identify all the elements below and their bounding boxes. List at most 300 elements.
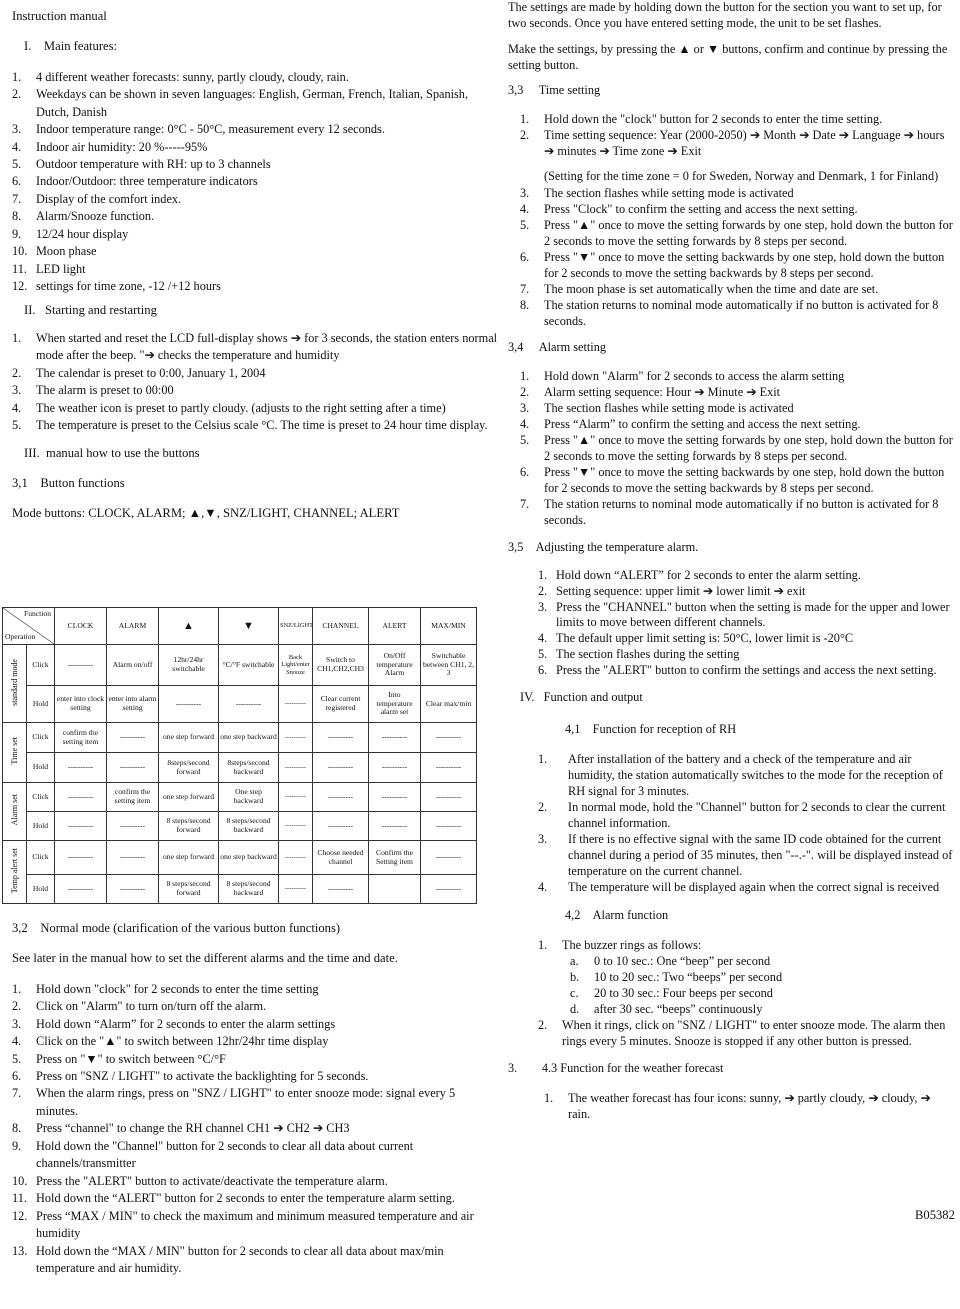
- normal-mode-list: [12, 981, 498, 1278]
- list-item: [12, 400, 498, 417]
- list-text: settings for time zone, -12 /+12 hours: [36, 279, 221, 294]
- list-item: [520, 401, 956, 417]
- list-number: 12.: [12, 279, 28, 294]
- list-text: Press “MAX / MIN" to check the maximum and minimum measured temperature and air humidity: [36, 1208, 474, 1241]
- list-number: 4.: [520, 416, 530, 431]
- table-cell: ----------: [219, 686, 279, 723]
- list-number: 4.: [538, 880, 548, 895]
- col-header-down: ▼: [219, 608, 279, 645]
- list-text: The default upper limit setting is: 50°C, lower limit is -20°C: [556, 631, 854, 646]
- list-number: 6.: [520, 464, 530, 479]
- list-text: Click on "Alarm" to turn on/turn off the alarm.: [36, 999, 267, 1014]
- list-text: Hold down "clock" for 2 seconds to enter the time setting: [36, 981, 319, 996]
- list-item: [570, 986, 956, 1002]
- table-row: [3, 645, 477, 686]
- table-cell: ----------: [279, 723, 313, 753]
- list-item: [538, 800, 956, 832]
- operation-cell: Click: [27, 841, 55, 875]
- list-number: 4.: [538, 631, 548, 646]
- table-cell: ----------: [279, 783, 313, 812]
- list-text: Indoor/Outdoor: three temperature indicators: [36, 174, 258, 189]
- table-cell: ----------: [421, 783, 477, 812]
- settings-howto: Make the settings, by pressing the ▲ or ▼ buttons, confirm and continue by pressing the setting button.: [508, 41, 948, 72]
- beep-pattern-list: [570, 954, 956, 1018]
- list-number: 10.: [12, 1173, 28, 1188]
- list-number: 4.: [12, 400, 22, 415]
- list-number: 13.: [12, 1243, 28, 1258]
- col-header: ALERT: [369, 608, 421, 645]
- list-number: 11.: [12, 261, 27, 276]
- table-cell: Switch to CH1,CH2,CH3: [313, 645, 369, 686]
- list-text: Hold down the "Channel" button for 2 seconds to clear all data about current channels/transmitter: [36, 1138, 414, 1171]
- weather-forecast-heading: 3. 4.3 Function for the weather forecast: [508, 1061, 724, 1076]
- list-text: Press the "CHANNEL" button when the setting is made for the upper and lower limits to move between different channels.: [556, 599, 950, 630]
- list-text: Press “Alarm” to confirm the setting and access the next setting.: [544, 416, 861, 431]
- table-row: [3, 686, 477, 723]
- list-number: 12.: [12, 1208, 28, 1223]
- list-item: [12, 173, 498, 190]
- list-number: 1.: [12, 69, 22, 84]
- start-list: [12, 330, 498, 435]
- table-cell: 8 steps/second forward: [159, 812, 219, 841]
- table-cell: ----------: [159, 686, 219, 723]
- table-cell: ----------: [421, 753, 477, 783]
- list-item: [12, 1068, 498, 1085]
- list-item: [538, 568, 956, 584]
- list-text: 12/24 hour display: [36, 226, 129, 241]
- list-item: [12, 243, 498, 260]
- list-text: 10 to 20 sec.: Two “beeps” per second: [594, 970, 783, 985]
- list-item: [520, 417, 956, 433]
- list-number: 2.: [520, 127, 530, 142]
- list-number: 5.: [538, 647, 548, 662]
- operation-cell: Hold: [27, 812, 55, 841]
- list-item: [12, 330, 498, 365]
- list-text: Press on "▼" to switch between °C/°F: [36, 1051, 226, 1066]
- left-lower: [12, 920, 498, 1277]
- list-item: [12, 1173, 498, 1190]
- list-item: [538, 663, 956, 679]
- alarm-function-heading: 4,2 Alarm function: [565, 908, 669, 923]
- table-cell: Clear current registered: [313, 686, 369, 723]
- list-text: Hold down “Alarm” for 2 seconds to enter the alarm settings: [36, 1016, 336, 1031]
- table-cell: ----------: [107, 753, 159, 783]
- table-cell: ----------: [313, 783, 369, 812]
- list-text: When the alarm rings, press on "SNZ / LIGHT" to enter snooze mode: signal every 5 minutes.: [36, 1086, 456, 1118]
- list-item: 1. The buzzer rings as follows: a. 0 to 10 sec.: One “beep” per second b. 10 to 20 sec.: Two “beeps” per second c. 20 to 30 sec.: Four beeps per second d. after 30 sec. “beeps” continuously: [538, 938, 956, 1018]
- mode-buttons-line: Mode buttons: CLOCK, ALARM; ▲,▼, SNZ/LIGHT, CHANNEL; ALERT: [12, 506, 400, 521]
- list-text: The section flashes while setting mode is activated: [544, 185, 794, 200]
- list-text: Weekdays can be shown in seven languages: English, German, French, Italian, Spanish, Dutch, Danish: [36, 87, 469, 119]
- table-cell: ----------: [55, 841, 107, 875]
- table-cell: one step backward: [219, 723, 279, 753]
- function-output-heading: IV. Function and output: [520, 690, 643, 705]
- list-number: 3.: [12, 122, 22, 137]
- table-cell: ----------: [279, 812, 313, 841]
- list-item: [12, 1051, 498, 1068]
- operation-cell: Hold: [27, 875, 55, 904]
- list-number: 2.: [538, 583, 548, 598]
- list-text: Press "▲" once to move the setting forwards by one step, hold down the button for 2 seconds to move the setting forwards by 8 steps per second.: [544, 432, 953, 463]
- list-text: Indoor temperature range: 0°C - 50°C, measurement every 12 seconds.: [36, 122, 385, 137]
- table-cell: 8 steps/second forward: [159, 875, 219, 904]
- table-cell: ----------: [55, 783, 107, 812]
- col-header: ALARM: [107, 608, 159, 645]
- table-cell: ----------: [279, 686, 313, 723]
- list-number: a.: [570, 954, 579, 969]
- settings-intro: The settings are made by holding down the button for the section you want to set up, for two seconds. Once you have entered setting mode, the unit to be set flashes.: [508, 0, 942, 30]
- list-item: [12, 1085, 498, 1120]
- list-number: 8.: [12, 209, 22, 224]
- left-column: [12, 0, 498, 522]
- list-item: [520, 385, 956, 401]
- normal-mode-intro: See later in the manual how to set the different alarms and the time and date.: [12, 951, 398, 966]
- table-row: [3, 875, 477, 904]
- table-cell: [369, 875, 421, 904]
- list-text: Hold down the “MAX / MIN" button for 2 seconds to clear all data about max/min temperature and air humidity.: [36, 1243, 444, 1275]
- table-cell: 8steps/second backward: [219, 753, 279, 783]
- list-text: The station returns to nominal mode automatically if no button is activated for 8 seconds.: [544, 297, 939, 328]
- list-text: Setting sequence: upper limit ➔ lower limit ➔ exit: [556, 583, 806, 598]
- list-item: [538, 600, 956, 632]
- temp-alarm-list: [538, 568, 956, 680]
- table-cell: confirm the setting item: [55, 723, 107, 753]
- list-number: 11.: [12, 1191, 27, 1206]
- list-text: The temperature will be displayed again when the correct signal is received: [568, 880, 940, 895]
- table-cell: Choose needed channel: [313, 841, 369, 875]
- col-header: CLOCK: [55, 608, 107, 645]
- table-row: [3, 753, 477, 783]
- list-text: Press on "SNZ / LIGHT" to activate the backlighting for 5 seconds.: [36, 1068, 369, 1083]
- table-cell: ----------: [55, 753, 107, 783]
- normal-mode-heading: 3,2 Normal mode (clarification of the various button functions): [12, 921, 341, 935]
- list-number: 5.: [520, 432, 530, 447]
- list-item: [12, 69, 498, 86]
- rh-reception-heading: 4,1 Function for reception of RH: [565, 722, 737, 737]
- list-number: 3.: [520, 400, 530, 415]
- table-cell: confirm the setting item: [107, 783, 159, 812]
- alarm-setting-list: [520, 369, 956, 529]
- right-column: [508, 0, 956, 1123]
- list-text: 20 to 30 sec.: Four beeps per second: [594, 986, 773, 1001]
- list-item: [12, 1033, 498, 1050]
- list-item: [538, 880, 956, 896]
- list-number: 6.: [538, 663, 548, 678]
- table-cell: 12hr/24hr switchable: [159, 645, 219, 686]
- list-text: If there is no effective signal with the same ID code obtained for the current channel during a period of 35 minutes, then "--.-". will be displayed instead of temperature on the current channel.: [568, 832, 953, 879]
- table-cell: 8steps/second forward: [159, 753, 219, 783]
- list-text: In normal mode, hold the "Channel" button for 2 seconds to clear the current channel information.: [568, 800, 946, 831]
- list-text: Press “channel" to change the RH channel CH1 ➔ CH2 ➔ CH3: [36, 1121, 350, 1136]
- table-cell: °C/°F switchable: [219, 645, 279, 686]
- table-cell: ----------: [421, 723, 477, 753]
- list-item: [12, 139, 498, 156]
- list-item: [520, 433, 956, 465]
- section-2-heading: II. Starting and restarting: [24, 302, 157, 317]
- table-corner-cell: [3, 608, 54, 644]
- list-item: [520, 497, 956, 529]
- corner-operation-label: Operation: [5, 632, 36, 642]
- list-item: [12, 226, 498, 243]
- list-number: b.: [570, 970, 580, 985]
- list-number: 2.: [12, 365, 22, 380]
- list-item: [12, 1120, 498, 1137]
- list-item: [12, 382, 498, 399]
- list-number: 4.: [12, 139, 22, 154]
- section-1-heading: I. Main features:: [24, 39, 118, 54]
- list-text: The temperature is preset to the Celsius scale °C. The time is preset to 24 hour time display.: [36, 418, 488, 433]
- list-text: Alarm/Snooze function.: [36, 209, 155, 224]
- list-number: 1.: [538, 567, 548, 582]
- col-header: MAX/MIN: [421, 608, 477, 645]
- operation-cell: Click: [27, 783, 55, 812]
- table-cell: enter into alarm setting: [107, 686, 159, 723]
- table-cell: ----------: [279, 753, 313, 783]
- list-number: 7.: [520, 496, 530, 511]
- list-number: 8.: [520, 297, 530, 312]
- list-number: 6.: [520, 249, 530, 264]
- weather-forecast-list: [544, 1091, 956, 1123]
- mode-group-label: Time set: [9, 737, 19, 765]
- table-cell: one step backward: [219, 841, 279, 875]
- list-number: 7.: [12, 191, 22, 206]
- list-item: [12, 981, 498, 998]
- list-text: Hold down "Alarm" for 2 seconds to access the alarm setting: [544, 368, 845, 383]
- alarm-function-list: [538, 938, 956, 1050]
- list-number: 9.: [12, 1138, 22, 1153]
- table-row: [3, 783, 477, 812]
- list-text: Indoor air humidity: 20 %-----95%: [36, 139, 208, 154]
- time-setting-list-b: [520, 186, 956, 330]
- list-number: 1.: [12, 981, 22, 996]
- time-setting-list-a: [520, 112, 956, 160]
- table-cell: ----------: [369, 812, 421, 841]
- mode-group-label: standard mode: [9, 658, 19, 706]
- list-text: Click on the "▲" to switch between 12hr/24hr time display: [36, 1034, 329, 1049]
- list-text: When started and reset the LCD full-display shows ➔ for 3 seconds, the station enters normal mode after the beep. "➔ checks the temperature and humidity: [36, 330, 498, 363]
- table-cell: 8 steps/second backward: [219, 812, 279, 841]
- table-cell: ----------: [279, 875, 313, 904]
- list-text: Moon phase: [36, 244, 97, 259]
- list-number: 1.: [538, 752, 548, 767]
- list-text: 4 different weather forecasts: sunny, partly cloudy, cloudy, rain.: [36, 69, 349, 84]
- list-item: [570, 1002, 956, 1018]
- operation-cell: Hold: [27, 686, 55, 723]
- list-text: Press "▼" once to move the setting backwards by one step, hold down the button for 2 seconds to move the setting backwards by 8 steps per second.: [544, 464, 945, 495]
- list-text: The station returns to nominal mode automatically if no button is activated for 8 seconds.: [544, 496, 939, 527]
- list-item: [520, 465, 956, 497]
- list-item: [570, 970, 956, 986]
- list-text: Press the "ALERT" button to confirm the settings and access the next setting.: [556, 663, 937, 678]
- table-cell: ----------: [421, 875, 477, 904]
- list-item: [12, 86, 498, 121]
- time-zone-note: (Setting for the time zone = 0 for Sweden, Norway and Denmark, 1 for Finland): [544, 168, 939, 183]
- list-text: Press "▲" once to move the setting forwards by one step, hold down the button for 2 seconds to move the setting forwards by 8 steps per second.: [544, 217, 953, 248]
- list-item: [520, 128, 956, 160]
- table-cell: ----------: [421, 812, 477, 841]
- list-item: [520, 298, 956, 330]
- table-cell: ----------: [421, 841, 477, 875]
- list-item: [570, 954, 956, 970]
- table-cell: ----------: [369, 753, 421, 783]
- table-cell: one step forward: [159, 841, 219, 875]
- table-cell: Clear max/min: [421, 686, 477, 723]
- list-number: 5.: [520, 217, 530, 232]
- corner-function-label: Function: [23, 609, 51, 618]
- list-item: [12, 121, 498, 138]
- table-cell: Alarm on/off: [107, 645, 159, 686]
- time-setting-heading: 3,3 Time setting: [508, 82, 601, 97]
- list-item: [520, 250, 956, 282]
- list-number: 3.: [12, 1016, 22, 1031]
- rh-reception-list: [538, 752, 956, 896]
- list-item: [12, 365, 498, 382]
- table-row: [3, 812, 477, 841]
- mode-group-cell: [3, 783, 27, 841]
- table-cell: ----------: [107, 812, 159, 841]
- table-cell: ----------: [313, 875, 369, 904]
- table-cell: ----------: [369, 783, 421, 812]
- list-item: [538, 832, 956, 880]
- list-number: 4.: [12, 1034, 22, 1049]
- list-number: d.: [570, 1002, 580, 1017]
- table-cell: one step forward: [159, 723, 219, 753]
- list-number: c.: [570, 986, 579, 1001]
- table-cell: Into temperature alarm set: [369, 686, 421, 723]
- list-number: 1.: [520, 368, 530, 383]
- list-number: 2.: [12, 999, 22, 1014]
- list-number: 3.: [538, 599, 548, 614]
- list-item: [538, 752, 956, 800]
- list-item: [12, 998, 498, 1015]
- list-number: 2.: [520, 384, 530, 399]
- list-item: [12, 1243, 498, 1278]
- section-3-heading: III. manual how to use the buttons: [24, 445, 200, 460]
- features-list: [12, 69, 498, 296]
- list-item: [12, 1208, 498, 1243]
- list-item: [12, 278, 498, 295]
- list-text: Time setting sequence: Year (2000-2050) ➔ Month ➔ Date ➔ Language ➔ hours ➔ minutes ➔ Time zone ➔ Exit: [544, 127, 945, 158]
- table-cell: ----------: [55, 875, 107, 904]
- document-code: B05382: [915, 1208, 955, 1222]
- document-title: Instruction manual: [12, 9, 107, 23]
- list-number: 6.: [12, 1068, 22, 1083]
- table-row: [3, 841, 477, 875]
- list-item: [520, 112, 956, 128]
- list-text: Alarm setting sequence: Hour ➔ Minute ➔ Exit: [544, 384, 781, 399]
- list-number: 7.: [12, 1086, 22, 1101]
- table-header-row: [3, 608, 477, 645]
- table-cell: ----------: [55, 812, 107, 841]
- list-item: [12, 156, 498, 173]
- table-cell: Confirm the Setting item: [369, 841, 421, 875]
- list-item: [538, 584, 956, 600]
- col-header: CHANNEL: [313, 608, 369, 645]
- list-text: Hold down “ALERT” for 2 seconds to enter the alarm setting.: [556, 567, 861, 582]
- button-function-table-wrap: [2, 607, 476, 904]
- list-item: [520, 282, 956, 298]
- list-number: 5.: [12, 156, 22, 171]
- list-text: Display of the comfort index.: [36, 191, 182, 206]
- button-function-table: [2, 607, 477, 904]
- col-header-up: ▲: [159, 608, 219, 645]
- list-text: Press the "ALERT" button to activate/deactivate the temperature alarm.: [36, 1173, 388, 1188]
- list-text: The section flashes during the setting: [556, 647, 740, 662]
- list-item: [12, 208, 498, 225]
- list-number: 1.: [520, 111, 530, 126]
- list-number: 8.: [12, 1121, 22, 1136]
- alarm-setting-heading: 3,4 Alarm setting: [508, 339, 607, 354]
- list-item: [520, 369, 956, 385]
- list-item: 2. When it rings, click on "SNZ / LIGHT" to enter snooze mode. The alarm then rings every 5 minutes. Snooze is stopped if any other button is pressed.: [538, 1018, 946, 1049]
- list-item: [538, 647, 956, 663]
- table-cell: 8 steps/second backward: [219, 875, 279, 904]
- list-text: The calendar is preset to 0:00, January 1, 2004: [36, 365, 266, 380]
- table-cell: ----------: [107, 875, 159, 904]
- table-cell: ----------: [55, 645, 107, 686]
- list-item: [12, 191, 498, 208]
- list-item: [12, 1138, 498, 1173]
- table-cell: ----------: [279, 841, 313, 875]
- list-item: [12, 261, 498, 278]
- table-cell: Switchable between CH1, 2, 3: [421, 645, 477, 686]
- list-number: 1.: [12, 330, 22, 345]
- button-functions-heading: 3,1 Button functions: [12, 476, 125, 491]
- mode-group-label: Temp alert set: [9, 848, 19, 894]
- list-item: 1. The weather forecast has four icons: sunny, ➔ partly cloudy, ➔ cloudy, ➔ rain.: [544, 1091, 931, 1122]
- list-number: 9.: [12, 226, 22, 241]
- operation-cell: Click: [27, 723, 55, 753]
- list-number: 4.: [520, 201, 530, 216]
- list-number: 2.: [12, 87, 22, 102]
- operation-cell: Hold: [27, 753, 55, 783]
- table-cell: ----------: [313, 723, 369, 753]
- table-cell: One step backward: [219, 783, 279, 812]
- operation-cell: Click: [27, 645, 55, 686]
- mode-group-cell: [3, 841, 27, 904]
- list-item: [12, 1190, 498, 1207]
- temp-alarm-heading: 3,5 Adjusting the temperature alarm.: [508, 539, 699, 554]
- mode-group-cell: [3, 645, 27, 723]
- list-number: 2.: [538, 800, 548, 815]
- col-header: SNZ/LIGHT: [279, 608, 313, 645]
- table-cell: ----------: [107, 841, 159, 875]
- list-number: 5.: [12, 418, 22, 433]
- list-text: 0 to 10 sec.: One “beep” per second: [594, 954, 771, 969]
- list-item: [520, 218, 956, 250]
- list-text: after 30 sec. “beeps” continuously: [594, 1002, 763, 1017]
- list-text: Press "▼" once to move the setting backwards by one step, hold down the button for 2 seconds to move the setting backwards by 8 steps per second.: [544, 249, 945, 280]
- list-item: [538, 631, 956, 647]
- list-item: [520, 202, 956, 218]
- list-item: [520, 186, 956, 202]
- mode-group-cell: [3, 723, 27, 783]
- list-number: 5.: [12, 1051, 22, 1066]
- list-number: 3.: [12, 383, 22, 398]
- table-row: [3, 723, 477, 753]
- table-cell: ----------: [313, 812, 369, 841]
- list-item: [12, 417, 498, 434]
- list-text: Press "Clock" to confirm the setting and access the next setting.: [544, 201, 858, 216]
- table-cell: On/Off temperature Alarm: [369, 645, 421, 686]
- list-number: 10.: [12, 244, 28, 259]
- table-cell: Back Light/enter Snooze: [279, 645, 313, 686]
- list-number: 3.: [520, 185, 530, 200]
- list-text: The section flashes while setting mode is activated: [544, 400, 794, 415]
- list-text: Hold down the “ALERT" button for 2 seconds to enter the temperature alarm setting.: [36, 1191, 455, 1206]
- list-text: LED light: [36, 261, 86, 276]
- list-number: 6.: [12, 174, 22, 189]
